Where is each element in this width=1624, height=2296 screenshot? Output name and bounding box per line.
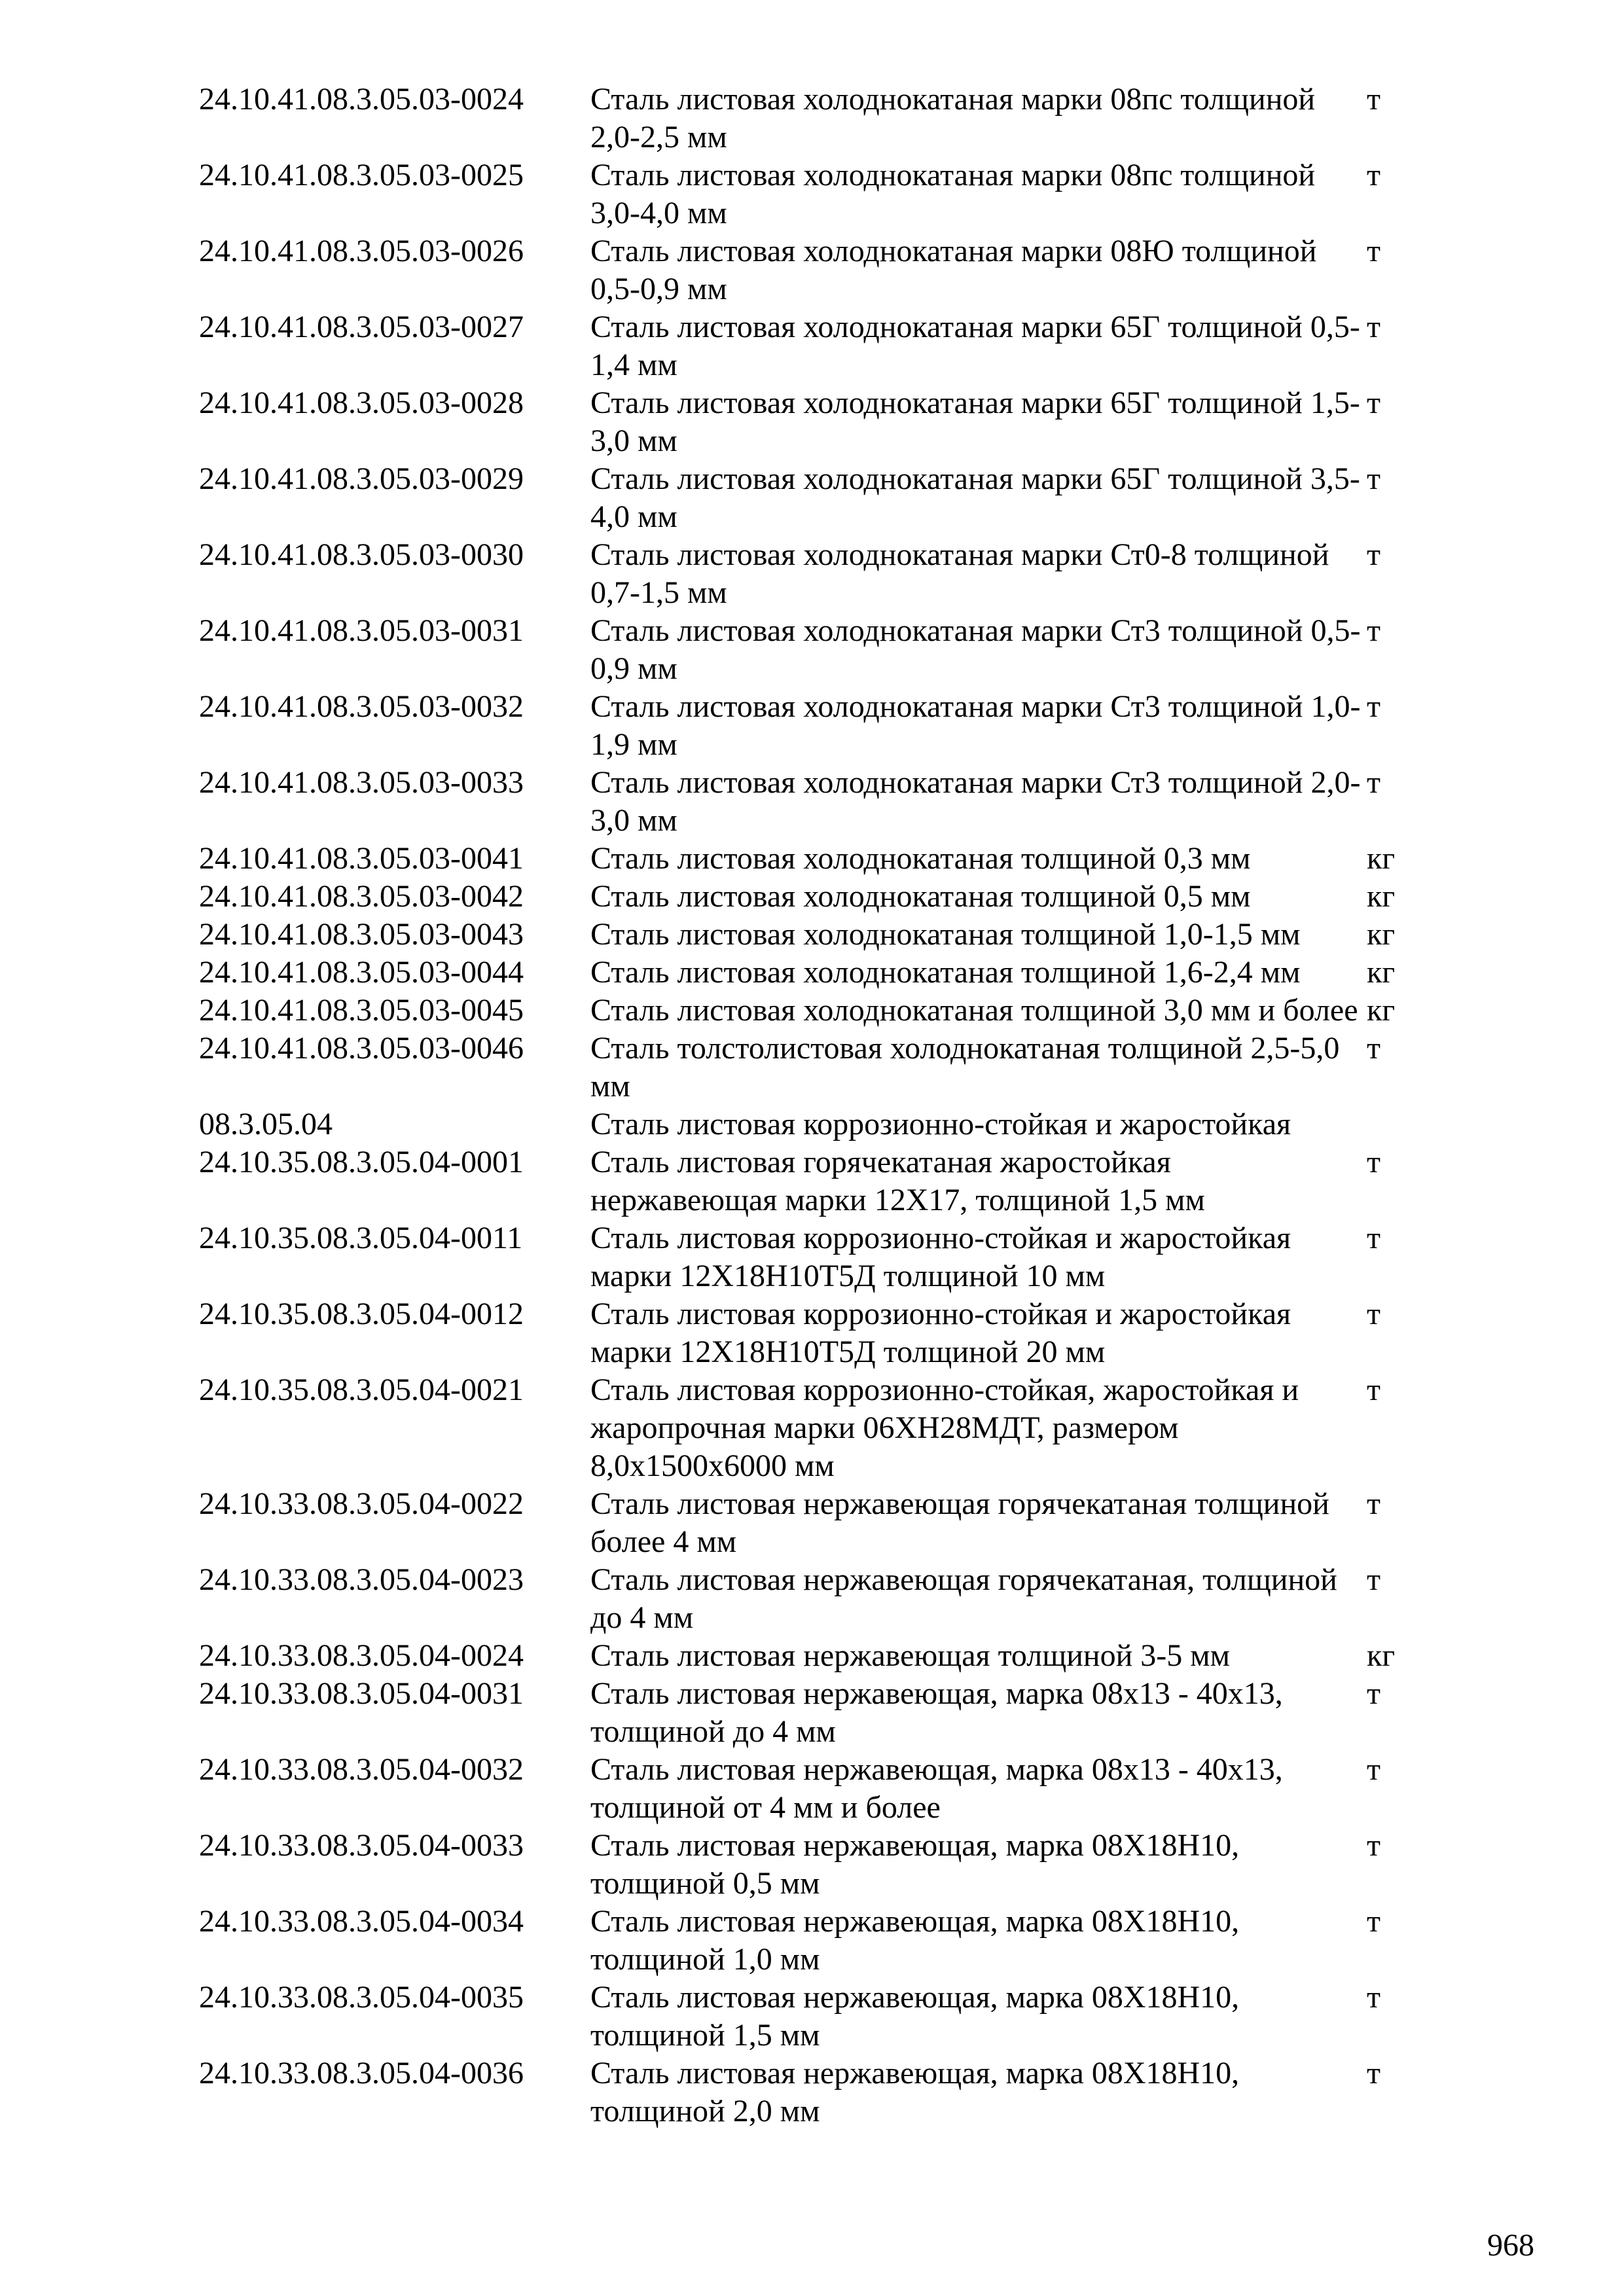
measurement-unit: т <box>1367 1297 1380 1331</box>
resource-name: Сталь листовая холоднокатаная толщиной 0,3 мм <box>590 841 1251 876</box>
measurement-unit: т <box>1367 765 1380 800</box>
measurement-unit: т <box>1367 1904 1380 1939</box>
resource-code: 24.10.33.08.3.05.04-0032 <box>199 1752 524 1787</box>
resource-name: Сталь листовая холоднокатаная марки Ст3 толщиной 0,5-0,9 мм <box>590 613 1361 686</box>
resource-name: Сталь листовая нержавеющая, марка 08х13 - 40х13, толщиной от 4 мм и более <box>590 1752 1283 1825</box>
measurement-unit: т <box>1367 1980 1380 2015</box>
measurement-unit: кг <box>1367 993 1396 1028</box>
resource-code: 24.10.41.08.3.05.03-0025 <box>199 158 524 192</box>
table-row <box>199 1105 1416 1143</box>
measurement-unit: т <box>1367 1145 1380 1179</box>
resource-name: Сталь листовая холоднокатаная толщиной 0,5 мм <box>590 879 1251 914</box>
resource-code: 24.10.41.08.3.05.03-0027 <box>199 310 524 344</box>
measurement-unit: т <box>1367 1372 1380 1407</box>
resource-name: Сталь листовая коррозионно-стойкая и жаростойкая марки 12Х18Н10Т5Д толщиной 10 мм <box>590 1221 1291 1293</box>
measurement-unit: т <box>1367 1486 1380 1521</box>
resource-name: Сталь листовая нержавеющая, марка 08Х18Н10, толщиной 1,0 мм <box>590 1904 1240 1977</box>
measurement-unit: т <box>1367 82 1380 117</box>
resource-name: Сталь листовая нержавеющая, марка 08Х18Н10, толщиной 2,0 мм <box>590 2056 1240 2128</box>
measurement-unit: кг <box>1367 955 1396 990</box>
measurement-unit: т <box>1367 1752 1380 1787</box>
resource-name: Сталь листовая холоднокатаная марки 08Ю толщиной 0,5-0,9 мм <box>590 234 1317 306</box>
resource-code: 24.10.41.08.3.05.03-0041 <box>199 841 524 876</box>
resource-code: 24.10.41.08.3.05.03-0044 <box>199 955 524 990</box>
resource-code: 24.10.41.08.3.05.03-0028 <box>199 386 524 420</box>
resource-name: Сталь листовая холоднокатаная марки Ст3 толщиной 1,0-1,9 мм <box>590 689 1361 762</box>
resource-code: 24.10.41.08.3.05.03-0032 <box>199 689 524 724</box>
resource-name: Сталь листовая нержавеющая толщиной 3-5 мм <box>590 1638 1230 1673</box>
table-row <box>199 1561 1416 1637</box>
table-row <box>199 878 1416 916</box>
table-row <box>199 954 1416 992</box>
resource-name: Сталь листовая коррозионно-стойкая и жаростойкая <box>590 1107 1291 1141</box>
resource-code: 24.10.35.08.3.05.04-0021 <box>199 1372 524 1407</box>
resource-name: Сталь листовая холоднокатаная марки Ст3 толщиной 2,0-3,0 мм <box>590 765 1361 838</box>
table-row <box>199 536 1416 612</box>
measurement-unit: кг <box>1367 917 1396 952</box>
resource-name: Сталь листовая горячекатаная жаростойкая нержавеющая марки 12Х17, толщиной 1,5 мм <box>590 1145 1205 1217</box>
measurement-unit: т <box>1367 689 1380 724</box>
resource-name: Сталь листовая коррозионно-стойкая, жаростойкая и жаропрочная марки 06ХН28МДТ, размером 8,0х1500х6000 мм <box>590 1372 1299 1483</box>
resource-code: 24.10.41.08.3.05.03-0033 <box>199 765 524 800</box>
measurement-unit: т <box>1367 461 1380 496</box>
resource-code: 24.10.33.08.3.05.04-0023 <box>199 1562 524 1597</box>
resource-code: 24.10.33.08.3.05.04-0035 <box>199 1980 524 2015</box>
table-row <box>199 1030 1416 1105</box>
table-row <box>199 384 1416 460</box>
resource-name: Сталь листовая холоднокатаная марки 65Г толщиной 0,5-1,4 мм <box>590 310 1360 382</box>
resource-name: Сталь листовая холоднокатаная марки 65Г толщиной 1,5-3,0 мм <box>590 386 1360 458</box>
resource-name: Сталь листовая холоднокатаная толщиной 1,6-2,4 мм <box>590 955 1301 990</box>
measurement-unit: т <box>1367 310 1380 344</box>
resource-code: 24.10.35.08.3.05.04-0011 <box>199 1221 523 1255</box>
resource-name: Сталь листовая холоднокатаная марки Ст0-8 толщиной 0,7-1,5 мм <box>590 537 1329 610</box>
table-row <box>199 1751 1416 1827</box>
resource-name: Сталь листовая холоднокатаная марки 08пс толщиной 2,0-2,5 мм <box>590 82 1316 154</box>
resource-code: 08.3.05.04 <box>199 1107 333 1141</box>
table-row <box>199 1485 1416 1561</box>
table-row <box>199 232 1416 308</box>
table-row <box>199 460 1416 536</box>
resource-name: Сталь листовая холоднокатаная толщиной 3,0 мм и более <box>590 993 1358 1028</box>
table-row <box>199 308 1416 384</box>
resource-code: 24.10.41.08.3.05.03-0043 <box>199 917 524 952</box>
resource-code: 24.10.41.08.3.05.03-0031 <box>199 613 524 648</box>
table-row <box>199 1637 1416 1675</box>
measurement-unit: т <box>1367 386 1380 420</box>
measurement-unit: кг <box>1367 1638 1396 1673</box>
measurement-unit: т <box>1367 1828 1380 1863</box>
resource-code: 24.10.35.08.3.05.04-0001 <box>199 1145 524 1179</box>
resource-code: 24.10.33.08.3.05.04-0031 <box>199 1676 524 1711</box>
table-row <box>199 1827 1416 1903</box>
resource-code: 24.10.33.08.3.05.04-0036 <box>199 2056 524 2090</box>
resource-name: Сталь листовая нержавеющая горячекатаная, толщиной до 4 мм <box>590 1562 1337 1635</box>
table-row <box>199 1675 1416 1751</box>
measurement-unit: т <box>1367 158 1380 192</box>
table-row <box>199 688 1416 764</box>
resource-code: 24.10.33.08.3.05.04-0034 <box>199 1904 524 1939</box>
resource-name: Сталь листовая нержавеющая, марка 08х13 - 40х13, толщиной до 4 мм <box>590 1676 1283 1749</box>
table-row <box>199 1371 1416 1485</box>
resource-code: 24.10.33.08.3.05.04-0024 <box>199 1638 524 1673</box>
resource-code: 24.10.41.08.3.05.03-0029 <box>199 461 524 496</box>
measurement-unit: т <box>1367 2056 1380 2090</box>
measurement-unit: кг <box>1367 841 1396 876</box>
resource-name: Сталь толстолистовая холоднокатаная толщиной 2,5-5,0 мм <box>590 1031 1340 1103</box>
table-row <box>199 916 1416 954</box>
measurement-unit: т <box>1367 234 1380 268</box>
resource-code: 24.10.35.08.3.05.04-0012 <box>199 1297 524 1331</box>
table-row <box>199 992 1416 1030</box>
measurement-unit: кг <box>1367 879 1396 914</box>
resource-name: Сталь листовая нержавеющая, марка 08Х18Н10, толщиной 0,5 мм <box>590 1828 1240 1901</box>
table-row <box>199 1219 1416 1295</box>
resource-name: Сталь листовая коррозионно-стойкая и жаростойкая марки 12Х18Н10Т5Д толщиной 20 мм <box>590 1297 1291 1369</box>
page-number: 968 <box>1487 2228 1534 2263</box>
resource-code: 24.10.41.08.3.05.03-0042 <box>199 879 524 914</box>
resource-code: 24.10.33.08.3.05.04-0033 <box>199 1828 524 1863</box>
table-row <box>199 1979 1416 2054</box>
measurement-unit: т <box>1367 613 1380 648</box>
table-row <box>199 1295 1416 1371</box>
table-row <box>199 764 1416 840</box>
resource-code: 24.10.41.08.3.05.03-0024 <box>199 82 524 117</box>
resource-name: Сталь листовая нержавеющая горячекатаная толщиной более 4 мм <box>590 1486 1329 1559</box>
table-row <box>199 840 1416 878</box>
measurement-unit: т <box>1367 1562 1380 1597</box>
table-row <box>199 1143 1416 1219</box>
measurement-unit: т <box>1367 1221 1380 1255</box>
resource-code: 24.10.33.08.3.05.04-0022 <box>199 1486 524 1521</box>
measurement-unit: т <box>1367 1031 1380 1066</box>
resource-name: Сталь листовая нержавеющая, марка 08Х18Н10, толщиной 1,5 мм <box>590 1980 1240 2053</box>
resource-name: Сталь листовая холоднокатаная толщиной 1,0-1,5 мм <box>590 917 1301 952</box>
table-row <box>199 612 1416 688</box>
resource-code: 24.10.41.08.3.05.03-0026 <box>199 234 524 268</box>
resource-code: 24.10.41.08.3.05.03-0045 <box>199 993 524 1028</box>
resource-name: Сталь листовая холоднокатаная марки 65Г толщиной 3,5-4,0 мм <box>590 461 1360 534</box>
table-row <box>199 81 1416 156</box>
table-row <box>199 2054 1416 2130</box>
resource-code: 24.10.41.08.3.05.03-0030 <box>199 537 524 572</box>
table-row <box>199 156 1416 232</box>
measurement-unit: т <box>1367 537 1380 572</box>
resource-table <box>199 81 1416 2130</box>
resource-name: Сталь листовая холоднокатаная марки 08пс толщиной 3,0-4,0 мм <box>590 158 1316 230</box>
table-row <box>199 1903 1416 1979</box>
measurement-unit: т <box>1367 1676 1380 1711</box>
resource-code: 24.10.41.08.3.05.03-0046 <box>199 1031 524 1066</box>
